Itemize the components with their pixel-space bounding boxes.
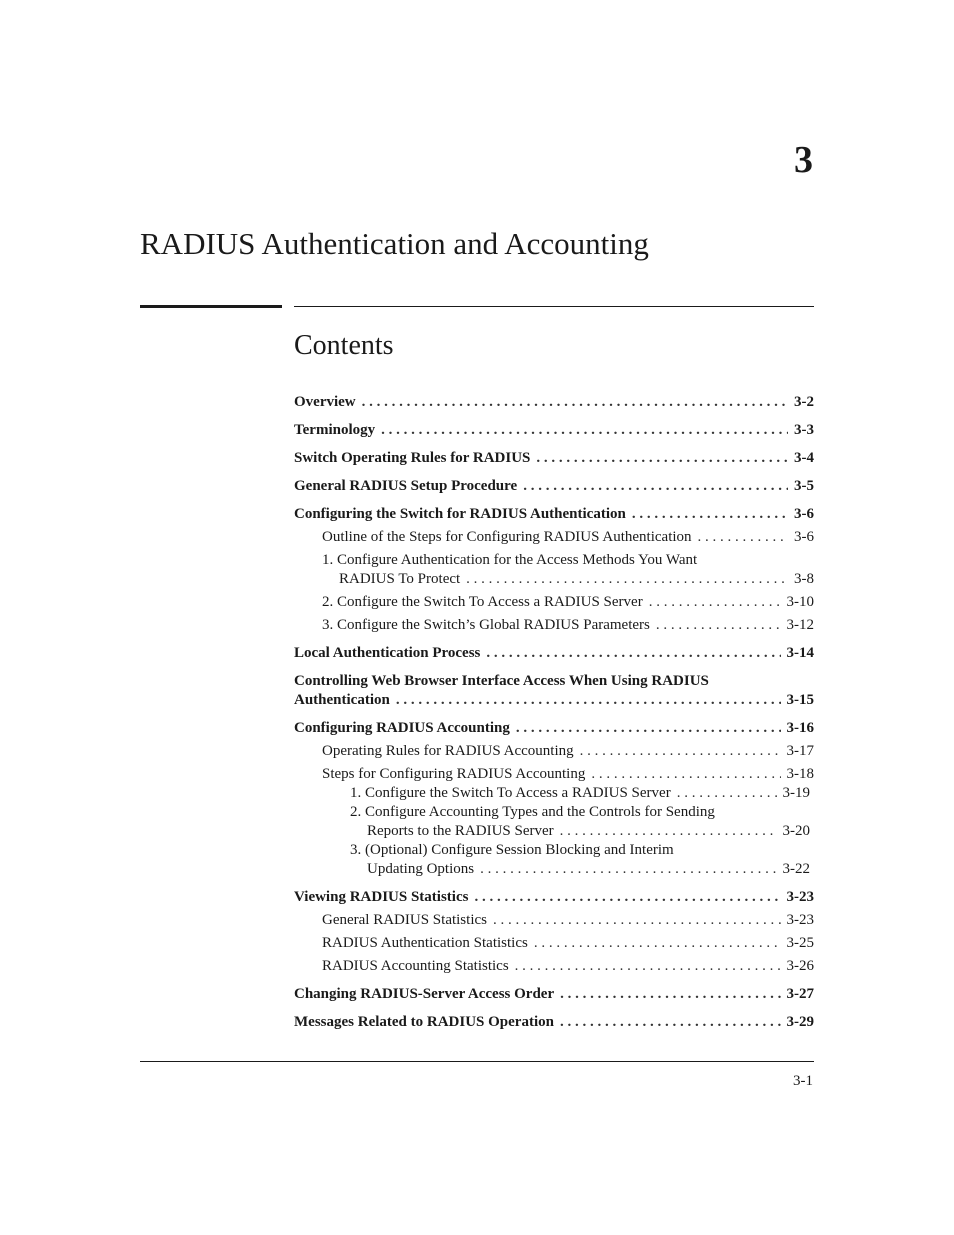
dot-leader xyxy=(536,449,788,468)
toc-entry-page: 3-22 xyxy=(782,861,810,877)
toc-entry-title: Reports to the RADIUS Server xyxy=(367,823,554,839)
dot-leader xyxy=(591,765,780,784)
toc-entry-title: Configuring RADIUS Accounting xyxy=(294,720,510,736)
toc-entry[interactable] xyxy=(294,644,814,663)
toc-entry[interactable] xyxy=(294,803,814,841)
toc-entry-page: 3-16 xyxy=(786,720,814,736)
toc-entry-page: 3-6 xyxy=(794,529,814,545)
toc-entry-title: Viewing RADIUS Statistics xyxy=(294,889,469,905)
contents-heading: Contents xyxy=(294,330,394,361)
toc-entry[interactable] xyxy=(294,477,814,496)
toc-entry-page: 3-29 xyxy=(786,1014,814,1030)
dot-leader xyxy=(698,528,788,547)
toc-entry-title-line1: 1. Configure Authentication for the Access Methods You Want xyxy=(322,552,698,568)
toc-entry[interactable] xyxy=(294,985,814,1004)
heading-rule-thick xyxy=(140,305,282,308)
toc-entry-title: General RADIUS Setup Procedure xyxy=(294,478,518,494)
toc-entry-page: 3-23 xyxy=(786,912,814,928)
toc-entry-title: 2. Configure the Switch To Access a RADIUS Server xyxy=(322,594,643,610)
dot-leader xyxy=(560,822,777,841)
toc-entry[interactable] xyxy=(294,841,814,879)
dot-leader xyxy=(474,888,780,907)
toc-entry[interactable] xyxy=(294,765,814,784)
toc-entry[interactable] xyxy=(294,616,814,635)
table-of-contents xyxy=(294,393,814,1032)
heading-rule-thin xyxy=(294,306,814,307)
toc-entry-title: 1. Configure the Switch To Access a RADIUS Server xyxy=(350,785,671,801)
toc-entry-title-line1: Controlling Web Browser Interface Access When Using RADIUS xyxy=(294,673,709,689)
dot-leader xyxy=(560,985,780,1004)
dot-leader xyxy=(534,934,781,953)
dot-leader xyxy=(516,719,781,738)
toc-entry-page: 3-27 xyxy=(786,986,814,1002)
toc-entry-page: 3-19 xyxy=(782,785,810,801)
toc-entry[interactable] xyxy=(294,421,814,440)
toc-entry-title: Changing RADIUS-Server Access Order xyxy=(294,986,555,1002)
toc-entry-page: 3-15 xyxy=(786,692,814,708)
toc-entry[interactable] xyxy=(294,742,814,761)
toc-entry[interactable] xyxy=(294,784,814,803)
footer-rule xyxy=(140,1061,814,1062)
toc-entry-page: 3-18 xyxy=(786,766,814,782)
toc-entry[interactable] xyxy=(294,393,814,412)
dot-leader xyxy=(362,393,788,412)
toc-entry-page: 3-12 xyxy=(786,617,814,633)
dot-leader xyxy=(649,593,781,612)
chapter-title: RADIUS Authentication and Accounting xyxy=(140,226,649,261)
toc-entry[interactable] xyxy=(294,449,814,468)
toc-entry-page: 3-5 xyxy=(794,478,814,494)
toc-entry[interactable] xyxy=(294,1013,814,1032)
toc-entry[interactable] xyxy=(294,672,814,710)
toc-entry-page: 3-8 xyxy=(794,571,814,587)
toc-entry-title: Local Authentication Process xyxy=(294,645,481,661)
toc-entry-page: 3-3 xyxy=(794,422,814,438)
toc-entry-title: RADIUS Accounting Statistics xyxy=(322,958,509,974)
toc-entry-title: Authentication xyxy=(294,692,390,708)
toc-entry-page: 3-4 xyxy=(794,450,814,466)
toc-entry-page: 3-26 xyxy=(786,958,814,974)
toc-entry-page: 3-17 xyxy=(786,743,814,759)
toc-entry[interactable] xyxy=(294,551,814,589)
toc-entry-title-line1: 3. (Optional) Configure Session Blocking and Interim xyxy=(350,842,674,858)
toc-entry-page: 3-25 xyxy=(786,935,814,951)
toc-entry-page: 3-2 xyxy=(794,394,814,410)
toc-entry-title: Switch Operating Rules for RADIUS xyxy=(294,450,531,466)
toc-entry-title: Steps for Configuring RADIUS Accounting xyxy=(322,766,586,782)
toc-entry-page: 3-10 xyxy=(786,594,814,610)
toc-entry[interactable] xyxy=(294,957,814,976)
toc-entry-title: Terminology xyxy=(294,422,376,438)
dot-leader xyxy=(656,616,781,635)
toc-entry-title-line1: 2. Configure Accounting Types and the Controls for Sending xyxy=(350,804,715,820)
toc-entry-title: General RADIUS Statistics xyxy=(322,912,487,928)
dot-leader xyxy=(381,421,788,440)
dot-leader xyxy=(523,477,788,496)
toc-entry[interactable] xyxy=(294,911,814,930)
toc-entry[interactable] xyxy=(294,593,814,612)
toc-entry-title: Updating Options xyxy=(367,861,475,877)
toc-entry-title: RADIUS To Protect xyxy=(339,571,461,587)
dot-leader xyxy=(396,691,781,710)
dot-leader xyxy=(560,1013,781,1032)
toc-entry[interactable] xyxy=(294,719,814,738)
dot-leader xyxy=(486,644,780,663)
toc-entry-title: Operating Rules for RADIUS Accounting xyxy=(322,743,574,759)
toc-entry-title: Overview xyxy=(294,394,356,410)
toc-entry[interactable] xyxy=(294,934,814,953)
toc-entry-title: Outline of the Steps for Configuring RADIUS Authentication xyxy=(322,529,692,545)
toc-entry[interactable] xyxy=(294,528,814,547)
page-number: 3-1 xyxy=(793,1073,813,1089)
toc-entry-title: RADIUS Authentication Statistics xyxy=(322,935,528,951)
toc-entry-page: 3-14 xyxy=(786,645,814,661)
dot-leader xyxy=(515,957,781,976)
dot-leader xyxy=(580,742,781,761)
toc-entry-page: 3-6 xyxy=(794,506,814,522)
dot-leader xyxy=(632,505,788,524)
dot-leader xyxy=(480,860,776,879)
toc-entry-page: 3-23 xyxy=(786,889,814,905)
toc-entry-title: 3. Configure the Switch’s Global RADIUS Parameters xyxy=(322,617,650,633)
dot-leader xyxy=(677,784,777,803)
toc-entry-page: 3-20 xyxy=(782,823,810,839)
toc-entry-title: Configuring the Switch for RADIUS Authentication xyxy=(294,506,626,522)
toc-entry[interactable] xyxy=(294,888,814,907)
chapter-number: 3 xyxy=(794,139,813,181)
toc-entry-title: Messages Related to RADIUS Operation xyxy=(294,1014,554,1030)
toc-entry[interactable] xyxy=(294,505,814,524)
dot-leader xyxy=(493,911,781,930)
dot-leader xyxy=(466,570,788,589)
